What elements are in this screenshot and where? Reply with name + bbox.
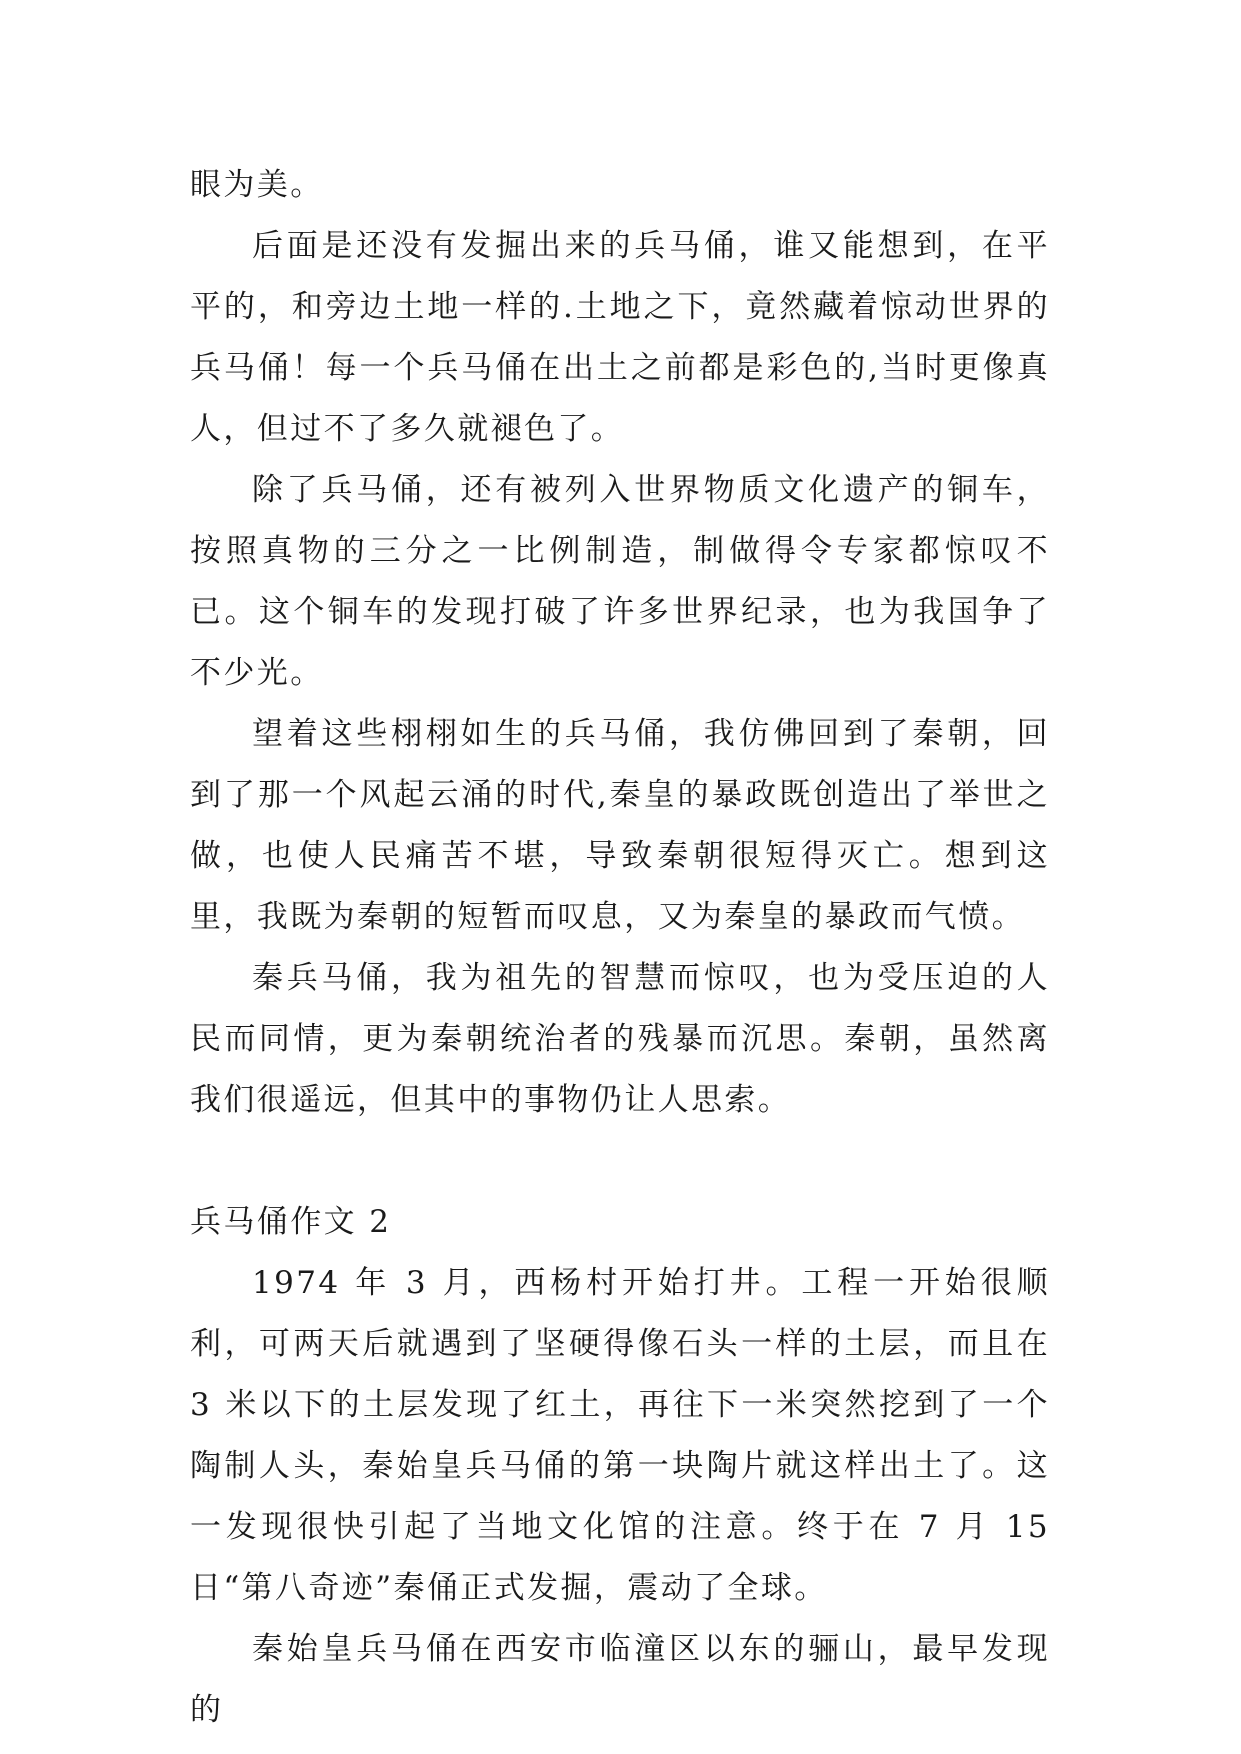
paragraph: 秦始皇兵马俑在西安市临潼区以东的骊山，最早发现的 xyxy=(190,1631,1050,1728)
document-body xyxy=(190,155,1050,1741)
paragraph: 后面是还没有发掘出来的兵马俑，谁又能想到，在平平的，和旁边土地一样的.土地之下，竟然藏着惊动世界的兵马俑！每一个兵马俑在出土之前都是彩色的,当时更像真人，但过不了多久就褪色了。 xyxy=(190,228,1050,447)
paragraph: 除了兵马俑，还有被列入世界物质文化遗产的铜车，按照真物的三分之一比例制造，制做得令专家都惊叹不已。这个铜车的发现打破了许多世界纪录，也为我国争了不少光。 xyxy=(190,472,1050,691)
section-heading: 兵马俑作文 2 xyxy=(190,1204,392,1240)
paragraph: 望着这些栩栩如生的兵马俑，我仿佛回到了秦朝，回到了那一个风起云涌的时代,秦皇的暴政既创造出了举世之做，也使人民痛苦不堪，导致秦朝很短得灭亡。想到这里，我既为秦朝的短暂而叹息，又为秦皇的暴政而气愤。 xyxy=(190,716,1050,935)
paragraph: 1974 年 3 月，西杨村开始打井。工程一开始很顺利，可两天后就遇到了坚硬得像石头一样的土层，而且在 3 米以下的土层发现了红土，再往下一米突然挖到了一个陶制人头，秦始皇兵马俑的第一块陶片就这样出土了。这一发现很快引起了当地文化馆的注意。终于在 7 月 15 日“第八奇迹”秦俑正式发掘，震动了全球。 xyxy=(190,1265,1050,1606)
paragraph: 秦兵马俑，我为祖先的智慧而惊叹，也为受压迫的人民而同情，更为秦朝统治者的残暴而沉思。秦朝，虽然离我们很遥远，但其中的事物仍让人思索。 xyxy=(190,960,1050,1118)
paragraph-continuation: 眼为美。 xyxy=(190,167,324,203)
